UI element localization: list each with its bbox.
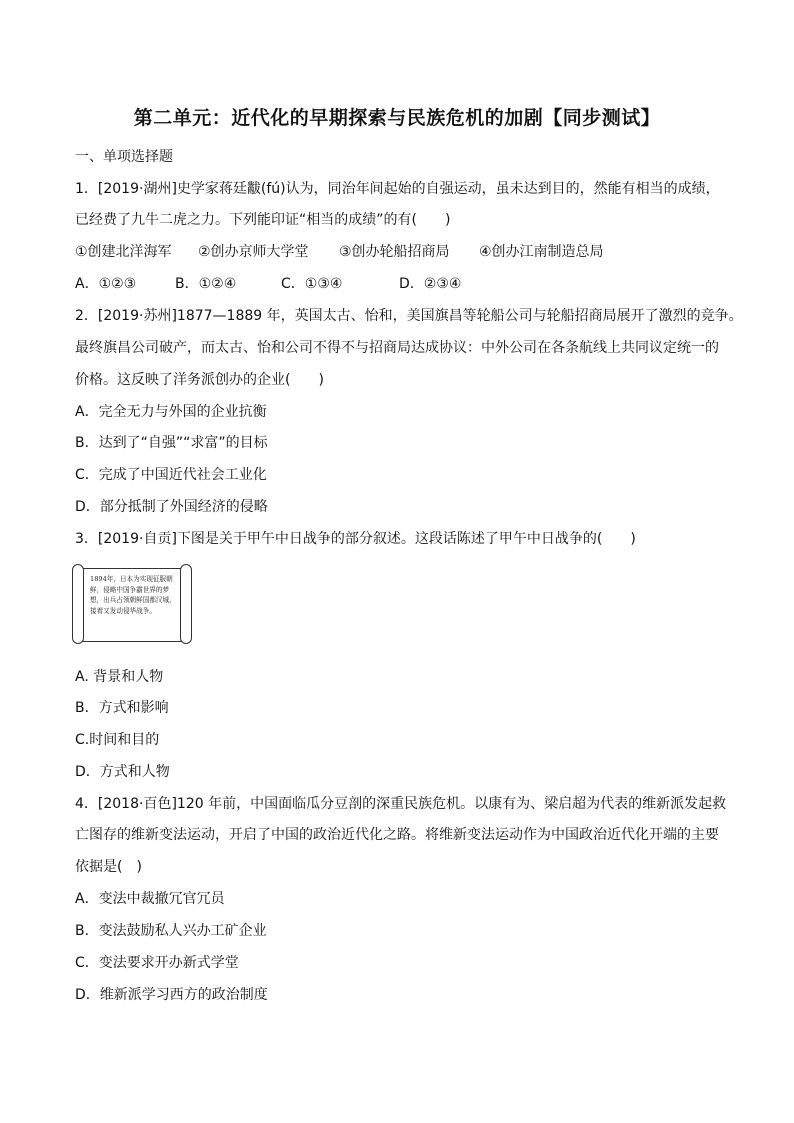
question-2-option-c: C．完成了中国近代社会工业化 bbox=[75, 467, 267, 483]
question-1-option-b: B．①②④ bbox=[175, 276, 237, 292]
question-2-line-2: 最终旗昌公司破产，而太古、怡和公司不得不与招商局达成协议：中外公司在各条航线上共同议定统一的 bbox=[75, 340, 719, 356]
question-4-option-b: B．变法鼓励私人兴办工矿企业 bbox=[75, 923, 267, 939]
question-4-line-3: 依据是( ) bbox=[75, 859, 142, 875]
question-3-line-1: 3．[2019·自贡]下图是关于甲午中日战争的部分叙述。这段话陈述了甲午中日战争的( ) bbox=[75, 531, 636, 547]
question-4-line-1: 4．[2018·百色]120 年前，中国面临瓜分豆剖的深重民族危机。以康有为、梁启超为代表的维新派发起救 bbox=[75, 796, 727, 812]
question-1-option-c: C．①③④ bbox=[281, 276, 343, 292]
question-1-item: ③创办轮船招商局 bbox=[339, 244, 450, 260]
question-4-option-a: A．变法中裁撤冗官冗员 bbox=[75, 891, 225, 907]
question-1-item: ④创办江南制造总局 bbox=[479, 244, 604, 260]
question-1-items bbox=[75, 241, 604, 261]
scroll-illustration bbox=[70, 562, 194, 644]
question-3-option-d: D．方式和人物 bbox=[75, 764, 170, 780]
question-3-option-a: A. 背景和人物 bbox=[75, 669, 164, 685]
question-3-option-b: B．方式和影响 bbox=[75, 700, 169, 716]
question-2-option-a: A．完全无力与外国的企业抗衡 bbox=[75, 404, 267, 420]
question-4-line-2: 亡图存的维新变法运动，开启了中国的政治近代化之路。将维新变法运动作为中国政治近代化开端的主要 bbox=[75, 827, 719, 843]
question-2-line-3: 价格。这反映了洋务派创办的企业( ) bbox=[75, 372, 324, 388]
question-4-option-c: C．变法要求开办新式学堂 bbox=[75, 955, 239, 971]
question-3-option-c: C.时间和目的 bbox=[75, 732, 160, 748]
question-4-option-d: D．维新派学习西方的政治制度 bbox=[75, 987, 268, 1003]
question-1-item: ②创办京师大学堂 bbox=[198, 244, 309, 260]
question-1-option-d: D．②③④ bbox=[399, 276, 462, 292]
question-1-options bbox=[75, 273, 461, 293]
section-heading: 一、单项选择题 bbox=[75, 149, 173, 165]
question-1-item: ①创建北洋海军 bbox=[75, 244, 172, 260]
scroll-right-roll bbox=[180, 564, 192, 644]
question-1-line-2: 已经费了九牛二虎之力。下列能印证“相当的成绩”的有( ) bbox=[75, 212, 451, 228]
page-title: 第二单元：近代化的早期探索与民族危机的加剧【同步测试】 bbox=[133, 107, 661, 129]
scroll-left-roll bbox=[72, 564, 84, 644]
question-2-line-1: 2．[2019·苏州]1877—1889 年，英国太古、怡和，美国旗昌等轮船公司与轮船招商局展开了激烈的竞争。 bbox=[75, 308, 743, 324]
question-1-option-a: A．①②③ bbox=[75, 276, 137, 292]
question-2-option-b: B．达到了“自强”“求富”的目标 bbox=[75, 435, 268, 451]
question-1-line-1: 1．[2019·湖州]史学家蒋廷黻(fú)认为，同治年间起始的自强运动，虽未达到目的，然能有相当的成绩， bbox=[75, 181, 720, 197]
question-2-option-d: D．部分抵制了外国经济的侵略 bbox=[75, 499, 268, 515]
scroll-text: 1894年，日本为实现征服朝鲜，侵略中国争霸世界的梦想，出兵占领朝鲜国都汉城，接着又发动侵华战争。 bbox=[90, 575, 176, 615]
